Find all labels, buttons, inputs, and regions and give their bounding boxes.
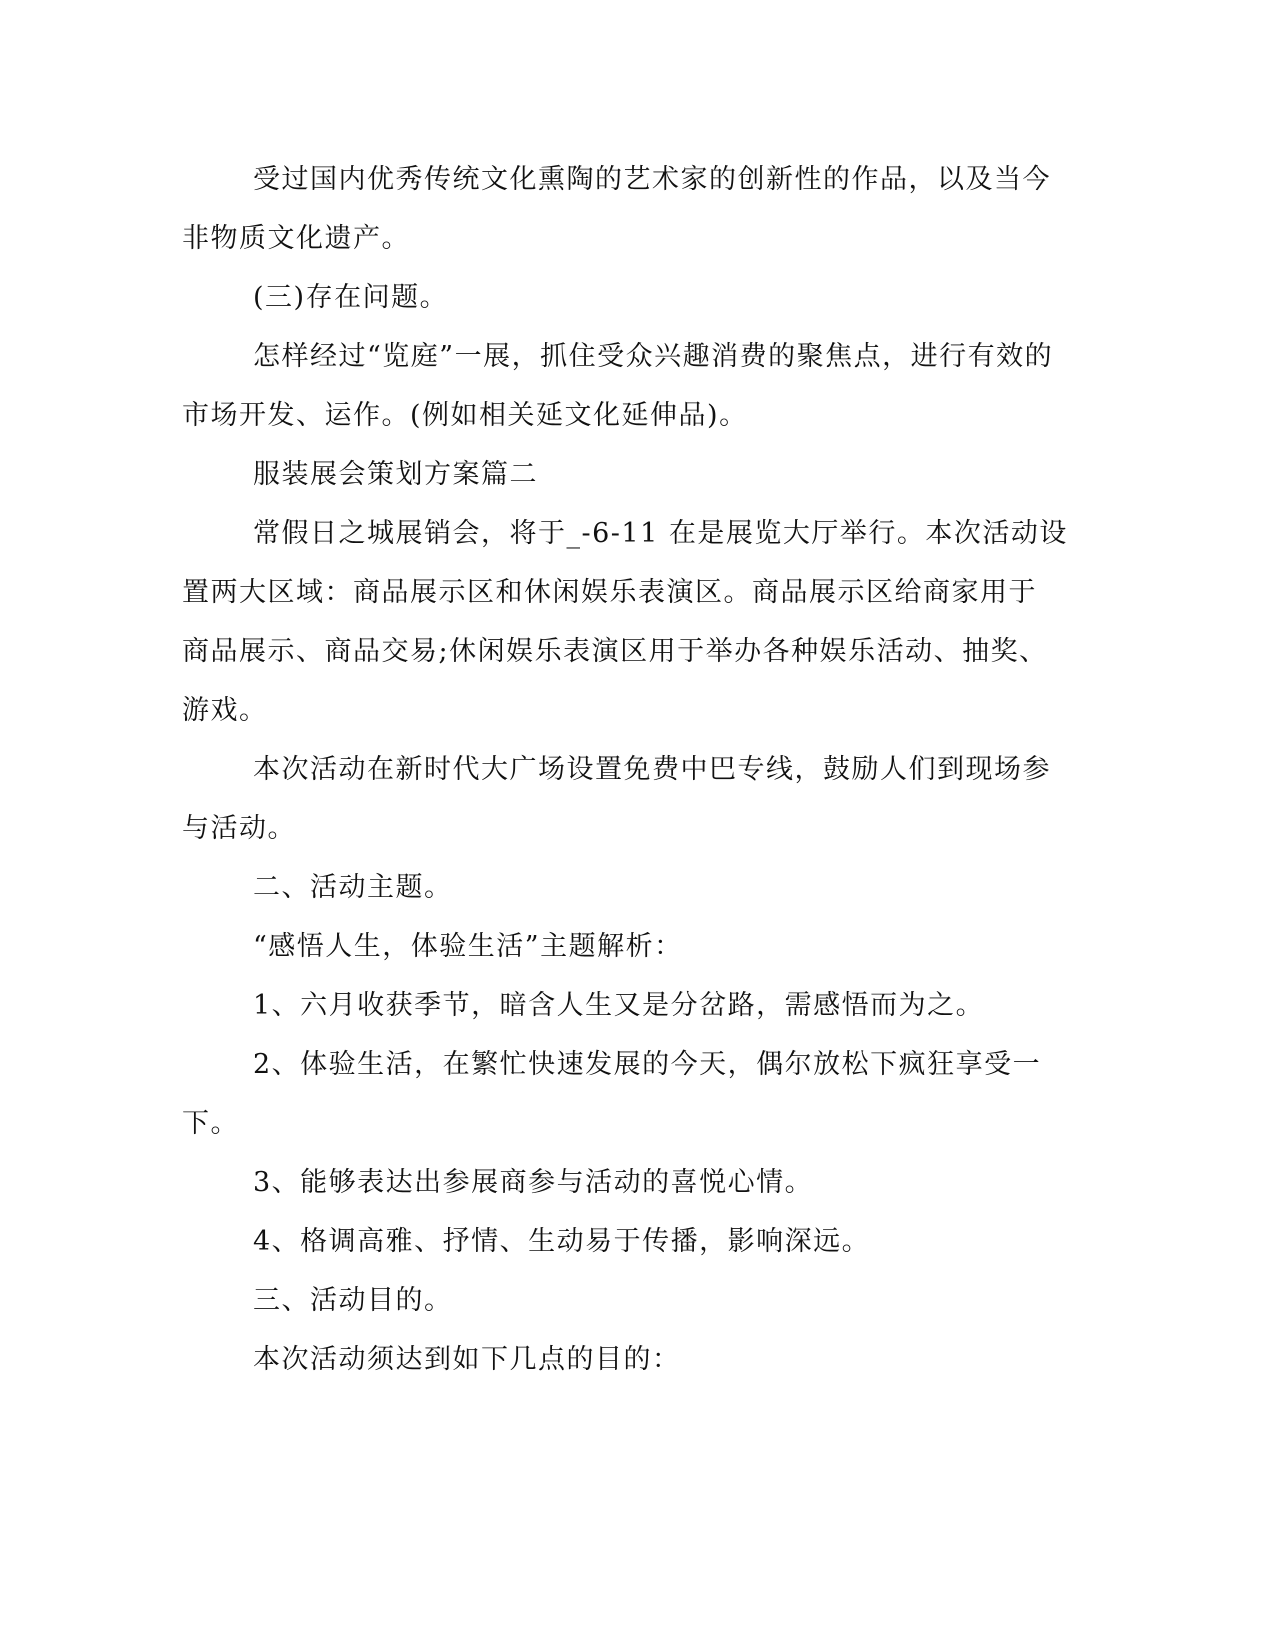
paragraph-line: 本次活动须达到如下几点的目的： <box>253 1344 681 1375</box>
section-heading: 服装展会策划方案篇二 <box>253 459 538 490</box>
section-heading: 三、活动目的。 <box>253 1285 453 1316</box>
paragraph-line: 与活动。 <box>182 813 296 844</box>
paragraph-line: 非物质文化遗产。 <box>182 223 410 254</box>
paragraph-line: 怎样经过“览庭”一展，抓住受众兴趣消费的聚焦点，进行有效的 <box>253 341 1054 372</box>
paragraph-line: “感悟人生，体验生活”主题解析： <box>253 931 683 962</box>
paragraph-line: 受过国内优秀传统文化熏陶的艺术家的创新性的作品，以及当今 <box>253 164 1051 195</box>
section-heading: (三)存在问题。 <box>253 282 449 313</box>
paragraph-line: 本次活动在新时代大广场设置免费中巴专线，鼓励人们到现场参 <box>253 754 1051 785</box>
list-item: 3、能够表达出参展商参与活动的喜悦心情。 <box>253 1167 814 1198</box>
list-item: 1、六月收获季节，暗含人生又是分岔路，需感悟而为之。 <box>253 990 985 1021</box>
section-heading: 二、活动主题。 <box>253 872 453 903</box>
list-item-continuation: 下。 <box>182 1108 239 1139</box>
paragraph-line: 市场开发、运作。(例如相关延文化延伸品)。 <box>182 400 748 431</box>
paragraph-line: 商品展示、商品交易;休闲娱乐表演区用于举办各种娱乐活动、抽奖、 <box>182 636 1048 667</box>
paragraph-line: 置两大区域：商品展示区和休闲娱乐表演区。商品展示区给商家用于 <box>182 577 1037 608</box>
paragraph-line: 游戏。 <box>182 695 268 726</box>
list-item: 4、格调高雅、抒情、生动易于传播，影响深远。 <box>253 1226 871 1257</box>
list-item: 2、体验生活，在繁忙快速发展的今天，偶尔放松下疯狂享受一 <box>253 1049 1042 1080</box>
paragraph-line: 常假日之城展销会，将于_-6-11 在是展览大厅举行。本次活动设 <box>253 518 1068 549</box>
